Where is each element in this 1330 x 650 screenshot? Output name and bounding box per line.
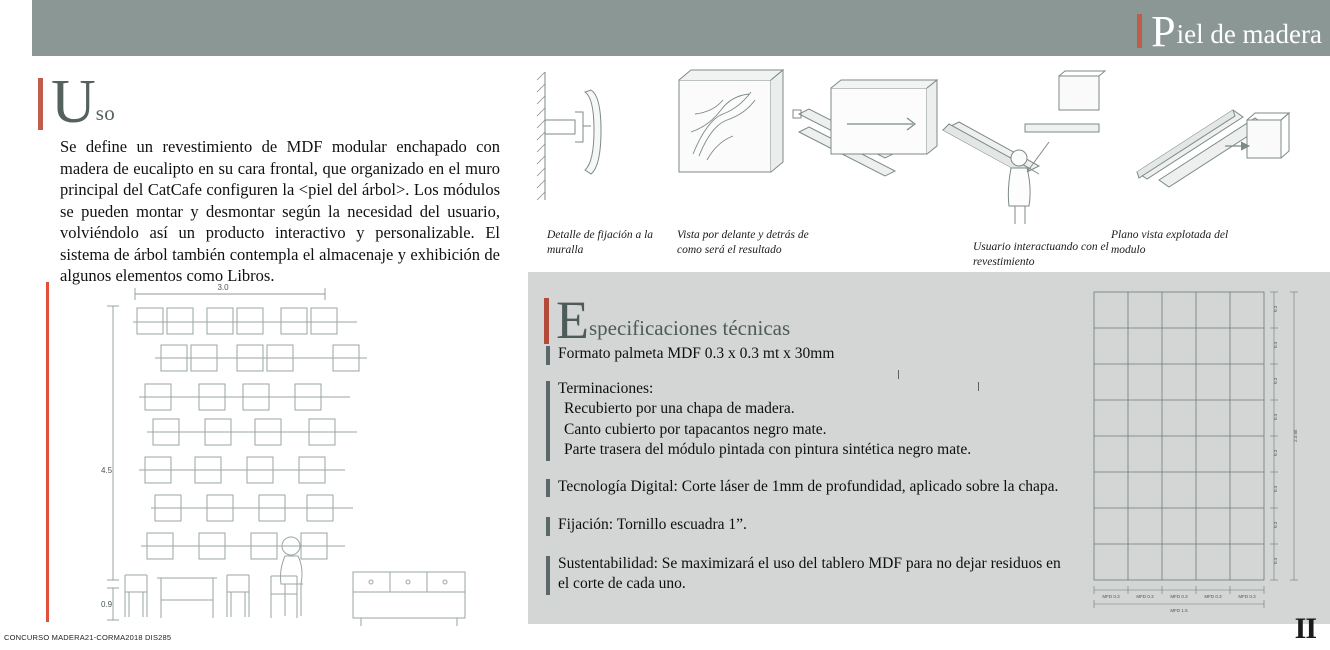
svg-text:0.3: 0.3 — [1273, 413, 1278, 420]
svg-text:MFD 0.3: MFD 0.3 — [1238, 594, 1256, 599]
title-dropcap: P — [1151, 7, 1176, 56]
spec-text: Formato palmeta MDF 0.3 x 0.3 mt x 30mm — [558, 345, 835, 362]
spec-bullet-bar — [546, 381, 550, 461]
uso-heading — [38, 68, 116, 136]
sketch-caption-2: Vista por delante y detrás de como será el resultado — [677, 229, 809, 256]
svg-text:0.3: 0.3 — [1273, 377, 1278, 384]
sketch-caption-3: Usuario interactuando con el revestimiento — [973, 241, 1109, 268]
spec-bullet-bar — [546, 517, 550, 536]
svg-text:2.4 mt: 2.4 mt — [1293, 429, 1298, 442]
spec-item — [546, 344, 1066, 365]
svg-text:0.3: 0.3 — [1273, 521, 1278, 528]
svg-text:0.3: 0.3 — [1273, 341, 1278, 348]
spec-bullet-bar — [546, 479, 550, 498]
elevation-drawing — [95, 280, 510, 625]
uso-paragraph: Se define un revestimiento de MDF modular enchapado con madera de eucalipto en su cara frontal, que organizado en el muro principal del CatCafe configuren la <piel del árbol>. Los módulos se pueden montar y desmontar según la necesidad del usuario, volviéndolo así un producto interactivo y personalizable. El sistema de árbol también contempla el almacenaje y exhibición de algunos elementos como Libros. — [60, 137, 500, 285]
title-accent-bar — [1137, 14, 1142, 48]
svg-text:MFD 0.3: MFD 0.3 — [1170, 594, 1188, 599]
spec-text: Fijación: Tornillo escuadra 1”. — [558, 516, 747, 533]
svg-text:0.3: 0.3 — [1273, 485, 1278, 492]
page-number: II — [1294, 612, 1316, 645]
left-accent-rule — [46, 282, 49, 622]
spec-text: Tecnología Digital: Corte láser de 1mm de profundidad, aplicado sobre la chapa. — [558, 477, 1059, 495]
uso-accent-bar — [38, 78, 43, 130]
svg-text:4.5: 4.5 — [101, 466, 113, 475]
spec-text-group — [558, 379, 971, 461]
spec-text: Terminaciones: — [558, 379, 654, 397]
tick-mark — [978, 382, 979, 391]
spec-item — [546, 379, 1066, 461]
svg-text:MFD 0.3: MFD 0.3 — [1204, 594, 1222, 599]
footer-code: CONCURSO MADERA21-CORMA2018 DIS285 — [4, 633, 172, 642]
svg-text:MFD 0.3: MFD 0.3 — [1102, 594, 1120, 599]
tick-mark — [898, 370, 899, 379]
svg-text:MFD 0.3: MFD 0.3 — [1136, 594, 1154, 599]
header-bar — [0, 0, 1330, 56]
sketch-strip — [533, 62, 1328, 272]
specs-accent-bar — [544, 298, 549, 344]
sketch-caption-1: Detalle de fijación a la muralla — [547, 229, 654, 256]
svg-text:0.9: 0.9 — [101, 600, 113, 609]
technical-specs-panel — [528, 272, 1330, 624]
svg-text:3.0: 3.0 — [217, 283, 229, 292]
svg-text:0.3: 0.3 — [1273, 557, 1278, 564]
spec-item — [546, 477, 1066, 498]
spec-text: Sustentabilidad: Se maximizará el uso del tablero MDF para no dejar residuos en el corte de cada uno. — [558, 554, 1061, 592]
spec-item — [546, 554, 1066, 595]
spec-bullet-bar — [546, 556, 550, 595]
svg-text:MFD 1.5: MFD 1.5 — [1170, 608, 1188, 613]
specs-list — [546, 344, 1066, 609]
header-left-notch — [0, 0, 32, 56]
spec-item — [546, 515, 1066, 536]
uso-heading-text: so — [95, 101, 116, 125]
title-text: iel de madera — [1176, 19, 1322, 49]
svg-text:0.3: 0.3 — [1273, 449, 1278, 456]
svg-text:0.3: 0.3 — [1273, 305, 1278, 312]
sheet-title — [1137, 4, 1322, 56]
specs-heading — [544, 290, 791, 350]
spec-subtext: Parte trasera del módulo pintada con pintura sintética negro mate. — [564, 441, 972, 458]
uso-dropcap: U — [51, 68, 96, 136]
specs-dropcap: E — [556, 290, 589, 350]
module-grid-drawing — [1088, 284, 1320, 614]
specs-heading-text: specificaciones técnicas — [589, 316, 791, 340]
sketch-caption-4: Plano vista explotada del modulo — [1111, 229, 1229, 256]
spec-subtext: Canto cubierto por tapacantos negro mate. — [564, 420, 827, 438]
spec-bullet-bar — [546, 346, 550, 365]
spec-subtext: Recubierto por una chapa de madera. — [564, 400, 795, 417]
